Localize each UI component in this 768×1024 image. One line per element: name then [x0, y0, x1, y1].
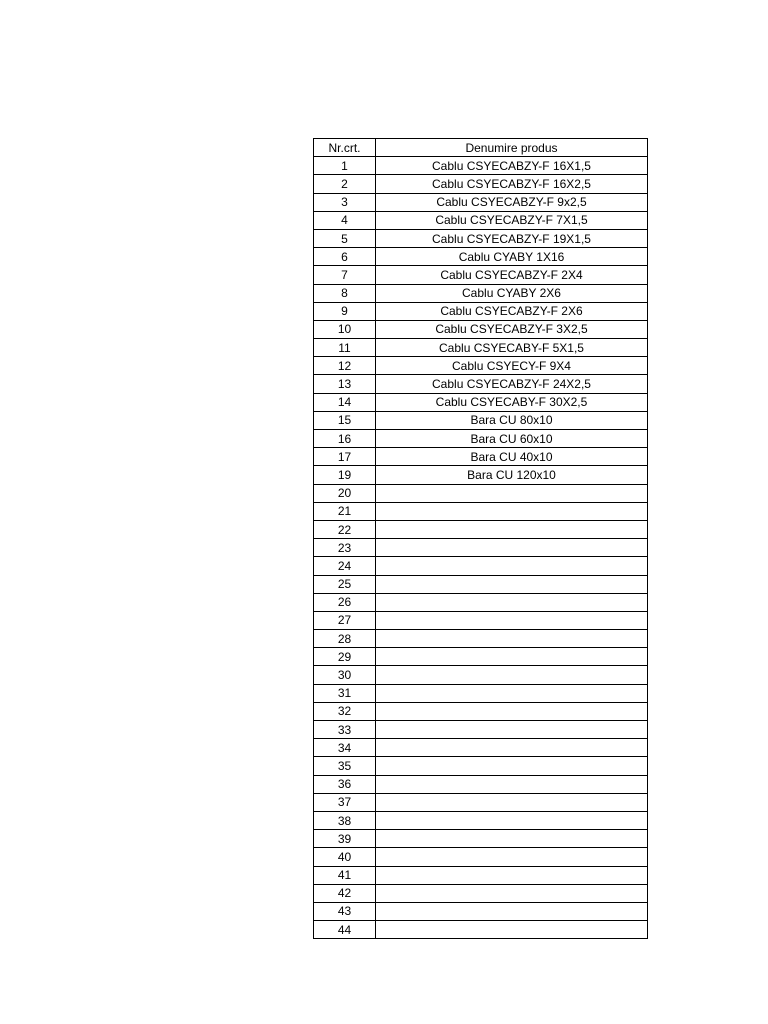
table-row — [314, 575, 648, 593]
product-name-cell: Bara CU 60x10 — [376, 430, 648, 448]
row-number-cell: 27 — [314, 611, 376, 629]
product-name-cell — [376, 884, 648, 902]
row-number-cell: 40 — [314, 848, 376, 866]
table-row — [314, 302, 648, 320]
product-name-cell — [376, 648, 648, 666]
product-name-cell — [376, 775, 648, 793]
table-row — [314, 830, 648, 848]
table-row — [314, 502, 648, 520]
product-name-cell — [376, 502, 648, 520]
row-number-cell: 25 — [314, 575, 376, 593]
product-name-cell: Cablu CSYECABZY-F 16X1,5 — [376, 157, 648, 175]
row-number-cell: 20 — [314, 484, 376, 502]
table-row — [314, 284, 648, 302]
row-number-cell: 13 — [314, 375, 376, 393]
table-row — [314, 248, 648, 266]
table-row — [314, 848, 648, 866]
product-name-cell — [376, 484, 648, 502]
row-number-cell: 38 — [314, 811, 376, 829]
product-name-cell — [376, 793, 648, 811]
product-name-cell — [376, 666, 648, 684]
row-number-cell: 14 — [314, 393, 376, 411]
row-number-cell: 30 — [314, 666, 376, 684]
table-row — [314, 630, 648, 648]
product-name-cell: Cablu CSYECABZY-F 16X2,5 — [376, 175, 648, 193]
row-number-cell: 41 — [314, 866, 376, 884]
row-number-cell: 31 — [314, 684, 376, 702]
table-row — [314, 884, 648, 902]
table-row — [314, 811, 648, 829]
product-name-cell — [376, 902, 648, 920]
header-row — [314, 139, 648, 157]
product-name-cell — [376, 575, 648, 593]
table-header — [314, 139, 648, 157]
table-row — [314, 339, 648, 357]
row-number-cell: 11 — [314, 339, 376, 357]
product-name-cell — [376, 630, 648, 648]
product-name-cell — [376, 557, 648, 575]
product-name-cell — [376, 520, 648, 538]
product-name-cell: Cablu CSYECY-F 9X4 — [376, 357, 648, 375]
row-number-cell: 26 — [314, 593, 376, 611]
row-number-cell: 44 — [314, 921, 376, 939]
product-name-cell: Cablu CSYECABZY-F 7X1,5 — [376, 211, 648, 229]
table-row — [314, 157, 648, 175]
row-number-cell: 8 — [314, 284, 376, 302]
table-row — [314, 539, 648, 557]
row-number-cell: 37 — [314, 793, 376, 811]
product-name-cell — [376, 739, 648, 757]
row-number-cell: 9 — [314, 302, 376, 320]
row-number-cell: 43 — [314, 902, 376, 920]
row-number-cell: 33 — [314, 721, 376, 739]
row-number-cell: 42 — [314, 884, 376, 902]
row-number-cell: 34 — [314, 739, 376, 757]
table-row — [314, 793, 648, 811]
row-number-cell: 19 — [314, 466, 376, 484]
product-name-cell: Cablu CSYECABZY-F 24X2,5 — [376, 375, 648, 393]
product-name-cell — [376, 593, 648, 611]
table-row — [314, 684, 648, 702]
table-row — [314, 357, 648, 375]
product-name-cell — [376, 539, 648, 557]
table-row — [314, 430, 648, 448]
row-number-cell: 36 — [314, 775, 376, 793]
row-number-cell: 5 — [314, 229, 376, 247]
product-name-cell: Cablu CYABY 2X6 — [376, 284, 648, 302]
row-number-cell: 15 — [314, 411, 376, 429]
row-number-cell: 21 — [314, 502, 376, 520]
row-number-cell: 16 — [314, 430, 376, 448]
table-row — [314, 648, 648, 666]
product-name-cell — [376, 757, 648, 775]
table-row — [314, 229, 648, 247]
table-row — [314, 557, 648, 575]
table-body — [314, 157, 648, 939]
table-row — [314, 411, 648, 429]
row-number-cell: 32 — [314, 702, 376, 720]
row-number-cell: 17 — [314, 448, 376, 466]
row-number-cell: 22 — [314, 520, 376, 538]
product-name-cell: Cablu CSYECABZY-F 3X2,5 — [376, 320, 648, 338]
table-row — [314, 484, 648, 502]
table-row — [314, 393, 648, 411]
product-name-cell: Cablu CSYECABZY-F 19X1,5 — [376, 229, 648, 247]
row-number-cell: 35 — [314, 757, 376, 775]
product-name-cell — [376, 866, 648, 884]
product-name-cell — [376, 848, 648, 866]
product-name-cell: Cablu CYABY 1X16 — [376, 248, 648, 266]
table-row — [314, 375, 648, 393]
row-number-cell: 2 — [314, 175, 376, 193]
row-number-cell: 29 — [314, 648, 376, 666]
product-name-cell — [376, 702, 648, 720]
row-number-cell: 28 — [314, 630, 376, 648]
product-name-cell — [376, 811, 648, 829]
row-number-cell: 7 — [314, 266, 376, 284]
product-name-cell: Cablu CSYECABY-F 5X1,5 — [376, 339, 648, 357]
table-row — [314, 466, 648, 484]
table-row — [314, 757, 648, 775]
table-row — [314, 721, 648, 739]
row-number-cell: 1 — [314, 157, 376, 175]
products-table — [313, 138, 648, 939]
table-row — [314, 666, 648, 684]
table-row — [314, 175, 648, 193]
table-row — [314, 866, 648, 884]
table-row — [314, 520, 648, 538]
table-row — [314, 739, 648, 757]
row-number-cell: 39 — [314, 830, 376, 848]
row-number-cell: 24 — [314, 557, 376, 575]
product-name-cell — [376, 721, 648, 739]
table-row — [314, 211, 648, 229]
header-denumire-produs: Denumire produs — [376, 139, 648, 157]
row-number-cell: 3 — [314, 193, 376, 211]
table-row — [314, 775, 648, 793]
row-number-cell: 12 — [314, 357, 376, 375]
row-number-cell: 4 — [314, 211, 376, 229]
product-name-cell: Bara CU 40x10 — [376, 448, 648, 466]
header-nr-crt: Nr.crt. — [314, 139, 376, 157]
row-number-cell: 23 — [314, 539, 376, 557]
row-number-cell: 6 — [314, 248, 376, 266]
product-name-cell — [376, 611, 648, 629]
table-row — [314, 593, 648, 611]
table-row — [314, 193, 648, 211]
row-number-cell: 10 — [314, 320, 376, 338]
product-name-cell — [376, 830, 648, 848]
table-row — [314, 448, 648, 466]
product-name-cell: Cablu CSYECABZY-F 9x2,5 — [376, 193, 648, 211]
table-row — [314, 266, 648, 284]
table-row — [314, 902, 648, 920]
product-name-cell: Cablu CSYECABY-F 30X2,5 — [376, 393, 648, 411]
product-name-cell: Cablu CSYECABZY-F 2X6 — [376, 302, 648, 320]
product-name-cell — [376, 684, 648, 702]
table-row — [314, 702, 648, 720]
table-row — [314, 921, 648, 939]
product-name-cell: Cablu CSYECABZY-F 2X4 — [376, 266, 648, 284]
product-name-cell — [376, 921, 648, 939]
product-name-cell: Bara CU 120x10 — [376, 466, 648, 484]
table-row — [314, 611, 648, 629]
table-row — [314, 320, 648, 338]
product-name-cell: Bara CU 80x10 — [376, 411, 648, 429]
